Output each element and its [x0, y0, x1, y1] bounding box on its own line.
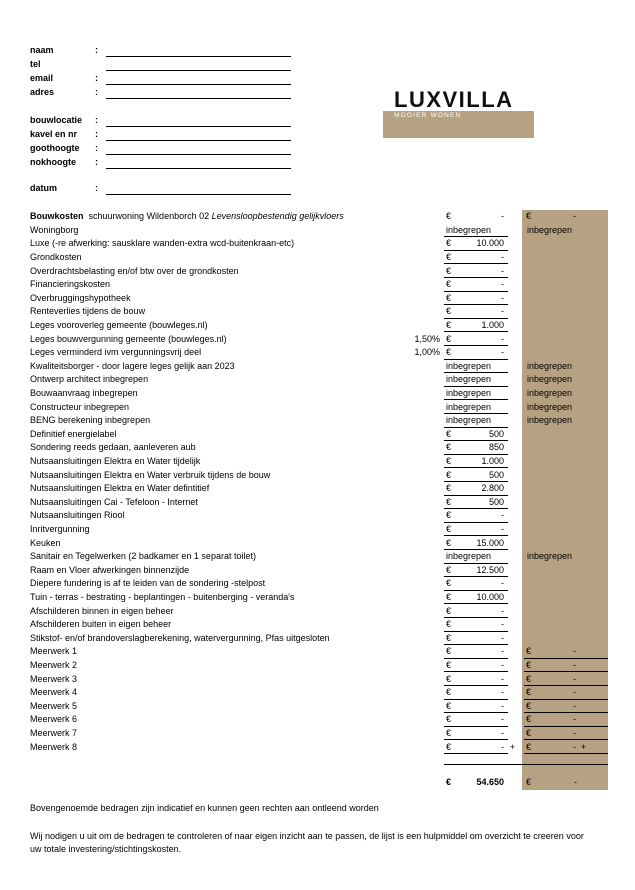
alt-amount-cell [524, 496, 608, 509]
alt-amount-cell [524, 265, 608, 278]
cost-amount-cell [444, 441, 508, 455]
field-label: kavel en nr [30, 129, 78, 139]
field-colon: : [95, 73, 98, 83]
currency-symbol: € [446, 700, 452, 711]
field-colon: : [95, 87, 98, 97]
currency-symbol: € [446, 496, 452, 507]
cost-amount-cell [444, 482, 508, 496]
field-input-line[interactable] [106, 84, 291, 85]
cost-description: Sondering reeds gedaan, aanleveren aub [30, 442, 196, 453]
cost-description: Leges verminderd ivm vergunningsvrij deel [30, 347, 202, 358]
cost-amount-cell [444, 360, 508, 374]
currency-symbol: € [446, 469, 452, 480]
alt-cost-value: - [573, 687, 576, 698]
cost-description: Luxe (-re afwerking: sausklare wanden-extra wcd-buitenkraan-etc) [30, 238, 295, 249]
cost-amount-cell [444, 618, 508, 632]
field-label: datum [30, 183, 57, 193]
cost-row [0, 387, 635, 401]
field-input-line[interactable] [106, 126, 291, 127]
cost-description: Afschilderen buiten in eigen beheer [30, 619, 172, 630]
cost-value: - [501, 646, 504, 657]
cost-amount-cell [444, 237, 508, 251]
alt-included-label: inbegrepen [527, 551, 573, 562]
currency-symbol: € [446, 727, 452, 738]
field-label: goothoogte [30, 143, 80, 153]
cost-row [0, 659, 635, 673]
currency-symbol: € [446, 687, 452, 698]
cost-value: - [501, 306, 504, 317]
cost-value: - [501, 347, 504, 358]
alt-amount-cell [524, 713, 608, 727]
currency-symbol: € [446, 564, 452, 575]
included-label: inbegrepen [446, 401, 492, 412]
alt-included-label: inbegrepen [527, 387, 573, 398]
cost-amount-cell [444, 577, 508, 591]
field-label: adres [30, 87, 55, 97]
field-input-line[interactable] [106, 140, 291, 141]
currency-symbol: € [446, 319, 452, 330]
currency-symbol: € [446, 537, 452, 548]
cost-amount-cell [444, 428, 508, 442]
field-colon: : [95, 129, 98, 139]
field-colon: : [95, 157, 98, 167]
cost-row [0, 251, 635, 265]
alt-amount-cell [524, 319, 608, 332]
currency-symbol: € [446, 442, 452, 453]
cost-description: Nutsaansluitingen Elektra en Water verbruik tijdens de bouw [30, 469, 271, 480]
cost-row [0, 346, 635, 360]
cost-description: Meerwerk 8 [30, 741, 78, 752]
total-divider [444, 764, 608, 765]
cost-amount-cell [444, 278, 508, 292]
field-label: nokhoogte [30, 157, 76, 167]
alt-amount-cell [524, 700, 608, 714]
cost-description: Leges vooroverleg gemeente (bouwleges.nl) [30, 319, 208, 330]
cost-description: Woningborg [30, 224, 79, 235]
currency-symbol: € [446, 347, 452, 358]
cost-description: Nutsaansluitingen Elektra en Water tijdelijk [30, 455, 201, 466]
alt-amount-cell [524, 251, 608, 264]
cost-description: Ontwerp architect inbegrepen [30, 374, 149, 385]
alt-amount-cell [524, 237, 608, 250]
currency-symbol: € [446, 428, 452, 439]
cost-row [0, 550, 635, 564]
costs-project: schuurwoning Wildenborch 02 [88, 211, 210, 221]
cost-amount-cell [444, 387, 508, 401]
currency-symbol: € [446, 578, 452, 589]
alt-amount-cell [524, 659, 608, 673]
cost-description: Constructeur inbegrepen [30, 401, 130, 412]
cost-description: Meerwerk 4 [30, 687, 78, 698]
currency-symbol: € [446, 673, 452, 684]
cost-value: 500 [488, 469, 504, 480]
cost-description: Raam en Vloer afwerkingen binnenzijde [30, 564, 190, 575]
cost-row [0, 265, 635, 279]
alt-amount-cell [524, 550, 608, 563]
cost-amount-cell [444, 509, 508, 523]
cost-amount-cell [444, 333, 508, 347]
field-input-line[interactable] [106, 56, 291, 57]
alt-amount-cell [524, 224, 608, 237]
alt-amount-cell [524, 428, 608, 441]
cost-row [0, 645, 635, 659]
alt-amount-cell [524, 482, 608, 495]
currency-symbol: € [446, 455, 452, 466]
total-eur-alt: € [526, 777, 532, 787]
alt-amount-cell [524, 387, 608, 400]
alt-amount-cell [524, 469, 608, 482]
cost-row [0, 618, 635, 632]
field-input-line[interactable] [106, 168, 291, 169]
currency-symbol: € [446, 510, 452, 521]
alt-amount-cell [524, 727, 608, 741]
cost-amount-cell [444, 305, 508, 319]
alt-cost-value: - [573, 659, 576, 670]
field-colon: : [95, 45, 98, 55]
alt-amount-cell [524, 741, 608, 755]
alt-amount-cell [524, 537, 608, 550]
cost-description: Renteverlies tijdens de bouw [30, 306, 146, 317]
instruction-text: Wij nodigen u uit om de bedragen te controleren of naar eigen inzicht aan te passen, de lijst is een hulpmiddel om overzicht te creeren voor uw totale investering/stichtingskosten. [30, 831, 584, 854]
cost-row [0, 591, 635, 605]
alt-included-label: inbegrepen [527, 401, 573, 412]
cost-row [0, 414, 635, 428]
included-label: inbegrepen [446, 374, 492, 385]
cost-amount-cell [444, 673, 508, 687]
alt-amount-cell [524, 346, 608, 359]
alt-amount-cell [524, 605, 608, 618]
alt-currency-symbol: € [526, 646, 532, 657]
currency-symbol: € [446, 632, 452, 643]
cost-row [0, 237, 635, 251]
currency-symbol: € [446, 279, 452, 290]
alt-cost-value: - [573, 646, 576, 657]
costs-title: Bouwkosten [30, 211, 84, 221]
cost-row [0, 360, 635, 374]
cost-value: - [501, 265, 504, 276]
cost-amount-cell [444, 523, 508, 537]
cost-row [0, 428, 635, 442]
currency-symbol: € [446, 619, 452, 630]
cost-amount-cell [444, 292, 508, 306]
total-eur: € [446, 777, 452, 787]
cost-description: Meerwerk 1 [30, 646, 78, 657]
cost-row [0, 305, 635, 319]
cost-value: 1.000 [481, 319, 504, 330]
cost-description: Nutsaansluitingen Riool [30, 510, 125, 521]
cost-amount-cell [444, 591, 508, 605]
cost-value: 500 [488, 428, 504, 439]
field-colon: : [95, 183, 98, 193]
cost-description: Tuin - terras - bestrating - beplantingen - buitenberging - veranda's [30, 591, 295, 602]
cost-amount-cell [444, 265, 508, 279]
alt-cost-value: - [573, 700, 576, 711]
cost-row [0, 537, 635, 551]
cost-description: Afschilderen binnen in eigen beheer [30, 605, 174, 616]
cost-row [0, 455, 635, 469]
field-input-line[interactable] [106, 70, 291, 71]
cost-description: Meerwerk 5 [30, 700, 78, 711]
cost-value: 500 [488, 496, 504, 507]
cost-percentage: 1,50% [414, 333, 440, 344]
cost-description: Leges bouwvergunning gemeente (bouwleges.nl) [30, 333, 227, 344]
plus-sign: + [509, 741, 515, 752]
costs-project-type: Levensloopbestendig gelijkvloers [211, 211, 344, 221]
cost-amount-cell [444, 373, 508, 387]
cost-amount-cell [444, 741, 515, 755]
cost-amount-cell [444, 564, 508, 578]
disclaimer-text: Bovengenoemde bedragen zijn indicatief en kunnen geen rechten aan ontleend worden [30, 803, 379, 813]
alt-amount-cell [524, 564, 608, 577]
currency-symbol: € [446, 265, 452, 276]
alt-amount-cell [524, 673, 608, 687]
cost-amount-cell [444, 537, 508, 551]
cost-row [0, 564, 635, 578]
alt-amount-cell [524, 455, 608, 468]
cost-amount-cell [444, 496, 508, 510]
cost-description: Meerwerk 3 [30, 673, 78, 684]
alt-amount-cell [524, 373, 608, 386]
currency-symbol: € [446, 646, 452, 657]
cost-amount-cell [444, 605, 508, 619]
logo-tagline: MOOIER WONEN [394, 112, 462, 119]
cost-row [0, 469, 635, 483]
cost-row [0, 401, 635, 415]
cost-amount-cell [444, 713, 508, 727]
cost-amount-cell [444, 632, 508, 646]
cost-row [0, 333, 635, 347]
cost-value: - [501, 632, 504, 643]
cost-description: Nutsaansluitingen Elektra en Water defintitief [30, 483, 210, 494]
title-eur-alt: € [526, 211, 532, 221]
cost-description: Stikstof- en/of brandoverslagberekening, watervergunning, Pfas uitgesloten [30, 632, 330, 643]
currency-symbol: € [446, 605, 452, 616]
cost-amount-cell [444, 251, 508, 265]
alt-amount-cell [524, 645, 608, 659]
cost-description: BENG berekening inbegrepen [30, 415, 151, 426]
field-label: bouwlocatie [30, 115, 83, 125]
luxvilla-logo: LUXVILLA [394, 87, 514, 112]
cost-description: Nutsaansluitingen Cai - Tefeloon - Internet [30, 496, 198, 507]
cost-description: Kwaliteitsborger - door lagere leges gelijk aan 2023 [30, 360, 235, 371]
currency-symbol: € [446, 333, 452, 344]
included-label: inbegrepen [446, 224, 492, 235]
cost-description: Diepere fundering is af te leiden van de sondering -stelpost [30, 578, 266, 589]
currency-symbol: € [446, 591, 452, 602]
alt-amount-cell [524, 618, 608, 631]
cost-row [0, 496, 635, 510]
alt-cost-value: - [573, 673, 576, 684]
field-input-line[interactable] [106, 154, 291, 155]
currency-symbol: € [446, 251, 452, 262]
cost-value: 15.000 [476, 537, 504, 548]
currency-symbol: € [446, 238, 452, 249]
cost-row [0, 727, 635, 741]
alt-amount-cell [524, 686, 608, 700]
currency-symbol: € [446, 659, 452, 670]
alt-amount-cell [524, 632, 608, 645]
included-label: inbegrepen [446, 360, 492, 371]
field-label: email [30, 73, 54, 83]
cost-description: Meerwerk 7 [30, 727, 78, 738]
cost-description: Meerwerk 6 [30, 714, 78, 725]
cost-value: 2.800 [481, 483, 504, 494]
alt-currency-symbol: € [526, 659, 532, 670]
cost-description: Financieringskosten [30, 279, 111, 290]
cost-row [0, 686, 635, 700]
cost-amount-cell [444, 686, 508, 700]
alt-included-label: inbegrepen [527, 360, 573, 371]
currency-symbol: € [446, 714, 452, 725]
alt-amount-cell [524, 305, 608, 318]
cost-row [0, 523, 635, 537]
cost-row [0, 509, 635, 523]
cost-description: Overbruggingshypotheek [30, 292, 131, 303]
cost-value: - [501, 510, 504, 521]
cost-value: - [501, 659, 504, 670]
included-label: inbegrepen [446, 551, 492, 562]
cost-value: - [501, 741, 504, 752]
included-label: inbegrepen [446, 387, 492, 398]
alt-currency-symbol: € [526, 673, 532, 684]
cost-row [0, 700, 635, 714]
field-colon: : [95, 115, 98, 125]
alt-plus-sign: + [580, 741, 586, 752]
cost-row [0, 292, 635, 306]
alt-included-label: inbegrepen [527, 374, 573, 385]
cost-value: - [501, 687, 504, 698]
cost-value: - [501, 333, 504, 344]
cost-description: Grondkosten [30, 251, 82, 262]
alt-currency-symbol: € [526, 700, 532, 711]
field-input-line[interactable] [106, 194, 291, 195]
cost-value: 10.000 [476, 591, 504, 602]
title-eur: € [446, 211, 452, 221]
alt-cost-value: - [573, 714, 576, 725]
cost-description: Overdrachtsbelasting en/of btw over de grondkosten [30, 265, 239, 276]
currency-symbol: € [446, 741, 452, 752]
included-label: inbegrepen [446, 415, 492, 426]
currency-symbol: € [446, 483, 452, 494]
currency-symbol: € [446, 306, 452, 317]
cost-amount-cell [444, 455, 508, 469]
cost-row [0, 577, 635, 591]
alt-amount-cell [524, 278, 608, 291]
cost-value: - [501, 523, 504, 534]
currency-symbol: € [446, 523, 452, 534]
cost-amount-cell [444, 401, 508, 415]
title-value-alt: - [573, 211, 576, 221]
cost-description: Inritvergunning [30, 523, 90, 534]
cost-amount-cell [444, 224, 508, 238]
cost-row [0, 673, 635, 687]
cost-description: Bouwaanvraag inbegrepen [30, 387, 138, 398]
cost-value: 1.000 [481, 455, 504, 466]
cost-row [0, 224, 635, 238]
cost-value: - [501, 251, 504, 262]
cost-description: Meerwerk 2 [30, 659, 78, 670]
alt-amount-cell [524, 577, 608, 590]
cost-value: 12.500 [476, 564, 504, 575]
cost-value: - [501, 714, 504, 725]
alt-included-label: inbegrepen [527, 224, 573, 235]
cost-amount-cell [444, 700, 508, 714]
alt-amount-cell [524, 523, 608, 536]
total-value: 54.650 [476, 777, 504, 787]
alt-amount-cell [524, 360, 608, 373]
currency-symbol: € [446, 292, 452, 303]
alt-cost-value: - [573, 741, 576, 752]
cost-value: - [501, 700, 504, 711]
cost-value: - [501, 619, 504, 630]
cost-row [0, 632, 635, 646]
alt-amount-cell [524, 414, 608, 427]
alt-currency-symbol: € [526, 727, 532, 738]
alt-amount-cell [524, 292, 608, 305]
alt-amount-cell [524, 509, 608, 522]
cost-description: Keuken [30, 537, 61, 548]
total-value-alt: - [574, 777, 577, 787]
field-input-line[interactable] [106, 98, 291, 99]
cost-amount-cell [444, 727, 508, 741]
cost-value: - [501, 727, 504, 738]
alt-amount-cell [524, 333, 608, 346]
cost-amount-cell [444, 319, 508, 333]
cost-amount-cell [444, 659, 508, 673]
cost-value: - [501, 578, 504, 589]
cost-description: Sanitair en Tegelwerken (2 badkamer en 1 separat toilet) [30, 551, 256, 562]
cost-row [0, 741, 635, 755]
cost-row [0, 605, 635, 619]
cost-value: - [501, 605, 504, 616]
cost-row [0, 441, 635, 455]
cost-value: 10.000 [476, 238, 504, 249]
field-colon: : [95, 143, 98, 153]
cost-amount-cell [444, 414, 508, 428]
cost-amount-cell [444, 645, 508, 659]
cost-row [0, 482, 635, 496]
cost-row [0, 373, 635, 387]
cost-value: - [501, 292, 504, 303]
field-label: tel [30, 59, 41, 69]
cost-amount-cell [444, 346, 508, 360]
title-value: - [501, 211, 504, 221]
cost-amount-cell [444, 550, 508, 564]
alt-amount-cell [524, 441, 608, 454]
alt-included-label: inbegrepen [527, 415, 573, 426]
cost-value: - [501, 673, 504, 684]
alt-amount-cell [524, 591, 608, 604]
cost-percentage: 1,00% [414, 347, 440, 358]
cost-value: 850 [488, 442, 504, 453]
alt-currency-symbol: € [526, 687, 532, 698]
alt-currency-symbol: € [526, 714, 532, 725]
alt-currency-symbol: € [526, 741, 532, 752]
cost-row [0, 319, 635, 333]
cost-row [0, 278, 635, 292]
field-label: naam [30, 45, 54, 55]
cost-amount-cell [444, 469, 508, 483]
cost-description: Definitief energielabel [30, 428, 117, 439]
alt-cost-value: - [573, 727, 576, 738]
cost-row [0, 713, 635, 727]
cost-value: - [501, 279, 504, 290]
costs-title-row [0, 210, 635, 224]
alt-amount-cell [524, 401, 608, 414]
